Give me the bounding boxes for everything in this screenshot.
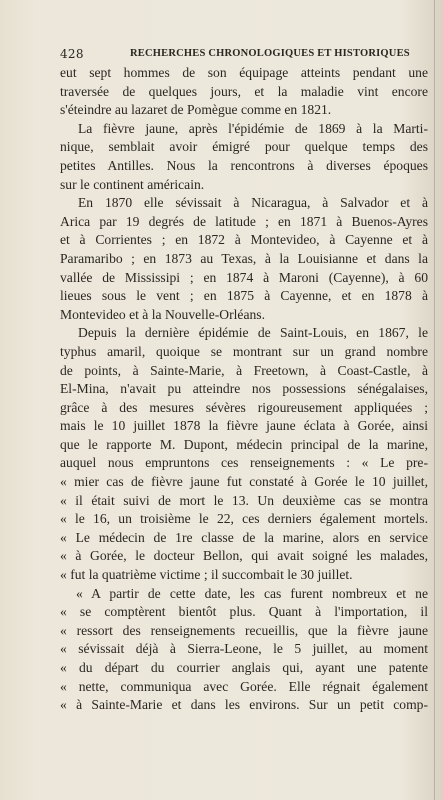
running-title: RECHERCHES CHRONOLOGIQUES ET HISTORIQUES — [130, 48, 410, 59]
text-line: sur le continent américain. — [60, 176, 205, 192]
page-body — [60, 64, 428, 715]
text-line: « mier cas de fièvre jaune fut constaté à Gorée le 10 juillet, — [60, 474, 428, 490]
text-line: que le rapporte M. Dupont, médecin principal de la marine, — [60, 436, 428, 452]
text-line: typhus amaril, quoique se montrant sur un grand nombre — [60, 343, 428, 359]
text-line: nique, semblait avoir émigré pour quelque temps des — [60, 139, 428, 155]
text-line: petites Antilles. Nous la rencontrons à diverses époques — [60, 157, 428, 173]
text-line: « se comptèrent bientôt plus. Quant à l'importation, il — [60, 604, 428, 620]
text-line: grâce à des mesures sévères rigoureusement appliquées ; — [60, 399, 428, 415]
text-line: et à Corrientes ; en 1872 à Montevideo, à Cayenne et à — [60, 232, 428, 248]
text-line: « à Sainte-Marie et dans les environs. Sur un petit comp- — [60, 697, 428, 713]
text-line: « il était suivi de mort le 13. Un deuxième cas se montra — [60, 492, 428, 508]
text-line: « nette, communiqua avec Gorée. Elle régnait également — [60, 678, 428, 694]
text-line: eut sept hommes de son équipage atteints pendant une — [60, 65, 428, 80]
text-line: En 1870 elle sévissait à Nicaragua, à Salvador et à — [78, 195, 428, 211]
text-line: mais le 10 juillet 1878 la fièvre jaune éclata à Gorée, ainsi — [60, 418, 428, 434]
text-line: Depuis la dernière épidémie de Saint-Louis, en 1867, le — [78, 325, 428, 341]
text-line: s'éteindre au lazaret de Pomègue comme en 1821. — [60, 102, 332, 118]
text-line: traversée de quelques jours, et la maladie vint encore — [60, 83, 428, 99]
text-line: « sévissait déjà à Sierra-Leone, le 5 juillet, au moment — [60, 641, 428, 657]
text-line: de points, à Sainte-Marie, à Freetown, à Coast-Castle, à — [60, 362, 428, 378]
text-line: « le 16, un troisième le 22, ces derniers également mortels. — [60, 511, 428, 527]
text-line: « ressort des renseignements recueillis, que la fièvre jaune — [60, 622, 428, 638]
page-header — [60, 47, 430, 63]
text-line: « A partir de cette date, les cas furent nombreux et ne — [76, 585, 428, 601]
text-line: La fièvre jaune, après l'épidémie de 1869 à la Marti- — [78, 120, 428, 136]
text-line: Paramaribo ; en 1873 au Texas, à la Louisianne et dans la — [60, 250, 428, 266]
text-line: « du départ du courrier anglais qui, ayant une patente — [60, 660, 428, 675]
text-line: Arica par 19 degrés de latitude ; en 1871 à Buenos-Ayres — [60, 213, 428, 229]
text-line: « fut la quatrième victime ; il succombait le 30 juillet. — [60, 567, 353, 583]
text-line: vallée de Mississipi ; en 1874 à Maroni (Cayenne), à 60 — [60, 269, 428, 285]
page-gutter — [434, 0, 435, 800]
text-line: El-Mina, n'avait pu atteindre nos possessions sénégalaises, — [60, 381, 428, 397]
text-line: auquel nous empruntons ces renseignements : « Le pre- — [60, 455, 428, 471]
text-line: « à Gorée, le docteur Bellon, qui avait soigné les malades, — [60, 548, 428, 564]
text-line: « Le médecin de 1re classe de la marine, alors en service — [60, 529, 428, 545]
text-line: lieues sous le vent ; en 1875 à Cayenne, et en 1878 à — [60, 288, 428, 304]
page-number: 428 — [60, 47, 84, 61]
text-line: Montevideo et à la Nouvelle-Orléans. — [60, 306, 265, 322]
